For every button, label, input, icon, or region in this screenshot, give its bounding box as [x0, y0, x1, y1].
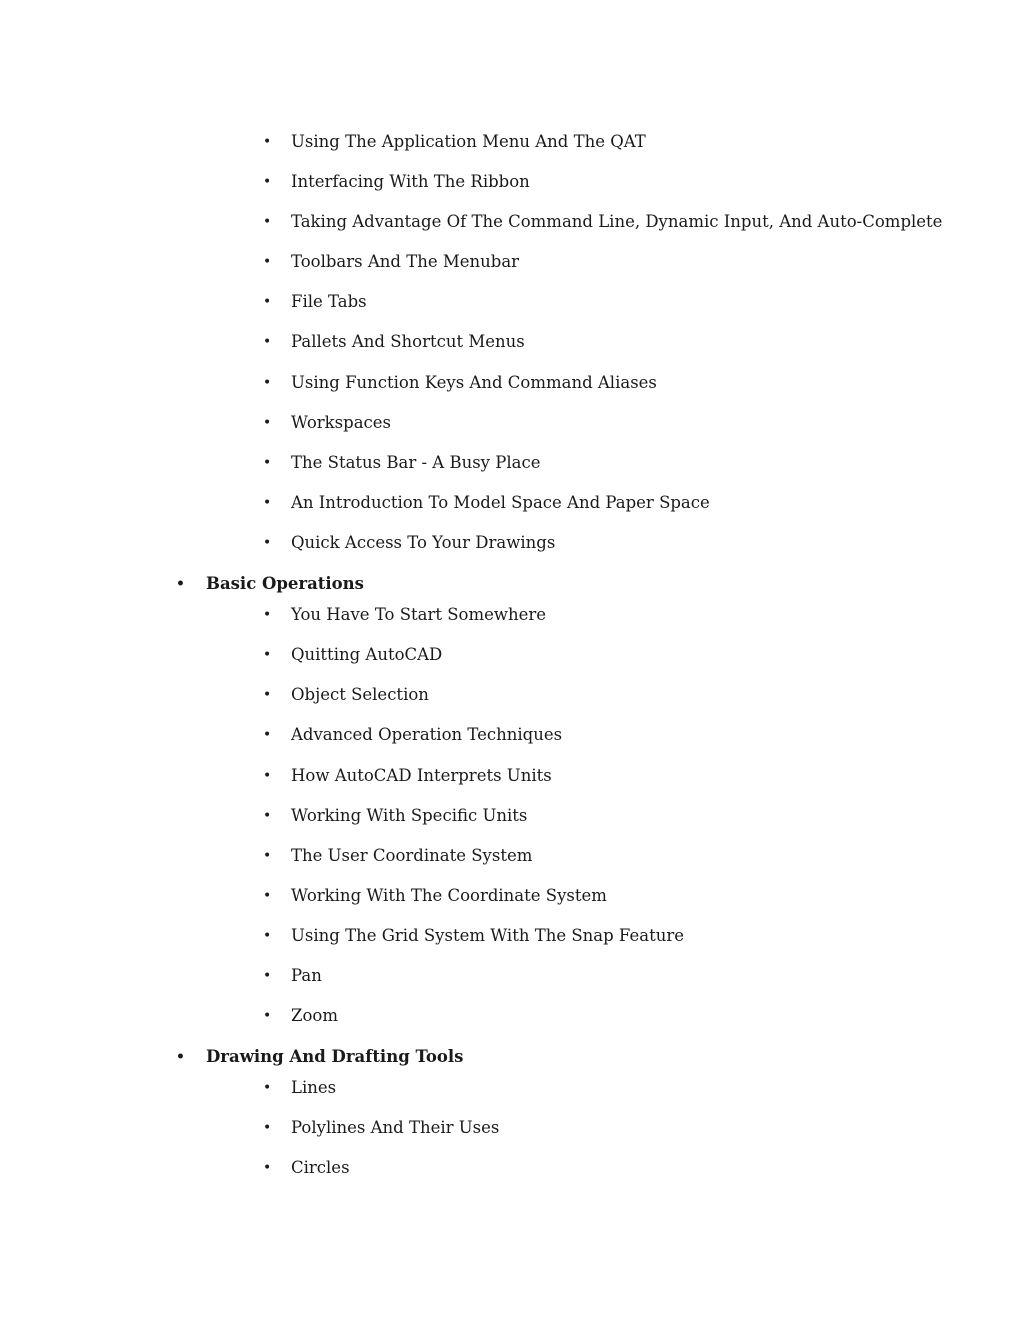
list-item-text: Pan [291, 966, 322, 985]
bullet-icon: • [263, 1008, 272, 1024]
list-item-text: An Introduction To Model Space And Paper Space [291, 493, 710, 512]
list-item [263, 846, 533, 866]
bullet-icon: • [263, 535, 272, 551]
list-item [263, 292, 367, 312]
bullet-icon: • [263, 1120, 272, 1136]
list-item [263, 252, 520, 272]
bullet-icon: • [263, 968, 272, 984]
list-item [263, 332, 525, 352]
list-item-text: Using The Grid System With The Snap Feature [291, 926, 684, 945]
list-item [263, 172, 530, 192]
list-item-text: Quitting AutoCAD [291, 645, 443, 664]
list-item [263, 766, 552, 786]
list-item [263, 212, 943, 232]
list-item [263, 132, 646, 152]
list-item [263, 966, 322, 986]
list-item-text: Workspaces [291, 413, 391, 432]
list-item [263, 373, 657, 393]
list-item [263, 926, 684, 946]
list-item-text: Object Selection [291, 685, 429, 704]
list-item-text: Using Function Keys And Command Aliases [291, 373, 657, 392]
section-heading-text: Drawing And Drafting Tools [206, 1047, 464, 1066]
list-item-text: Polylines And Their Uses [291, 1118, 500, 1137]
bullet-icon: • [263, 768, 272, 784]
bullet-icon: • [263, 808, 272, 824]
list-item [263, 1006, 338, 1026]
bullet-icon: • [263, 294, 272, 310]
section-heading [176, 574, 364, 594]
list-item-text: Zoom [291, 1006, 338, 1025]
bullet-icon: • [263, 1160, 272, 1176]
bullet-icon: • [263, 415, 272, 431]
bullet-icon: • [263, 687, 272, 703]
bullet-icon: • [176, 576, 185, 592]
bullet-icon: • [263, 848, 272, 864]
list-item [263, 413, 391, 433]
bullet-icon: • [263, 254, 272, 270]
list-item-text: Advanced Operation Techniques [291, 725, 563, 744]
section-heading [176, 1047, 464, 1067]
bullet-icon: • [263, 214, 272, 230]
bullet-icon: • [263, 1080, 272, 1096]
bullet-icon: • [176, 1049, 185, 1065]
list-item-text: Working With Specific Units [291, 806, 528, 825]
list-item-text: Taking Advantage Of The Command Line, Dynamic Input, And Auto-Complete [291, 212, 943, 231]
list-item [263, 1078, 337, 1098]
list-item [263, 685, 429, 705]
list-item [263, 493, 710, 513]
list-item-text: Quick Access To Your Drawings [291, 533, 556, 552]
section-heading-text: Basic Operations [206, 574, 364, 593]
list-item [263, 453, 541, 473]
list-item-text: You Have To Start Somewhere [291, 605, 547, 624]
list-item-text: File Tabs [291, 292, 367, 311]
bullet-icon: • [263, 134, 272, 150]
list-item [263, 605, 547, 625]
list-item-text: Using The Application Menu And The QAT [291, 132, 646, 151]
list-item [263, 806, 528, 826]
list-item-text: Interfacing With The Ribbon [291, 172, 530, 191]
bullet-icon: • [263, 888, 272, 904]
list-item-text: Circles [291, 1158, 350, 1177]
bullet-icon: • [263, 174, 272, 190]
bullet-icon: • [263, 607, 272, 623]
bullet-icon: • [263, 455, 272, 471]
list-item-text: The Status Bar - A Busy Place [291, 453, 541, 472]
list-item-text: Pallets And Shortcut Menus [291, 332, 525, 351]
bullet-icon: • [263, 928, 272, 944]
list-item [263, 645, 443, 665]
list-item [263, 533, 556, 553]
list-item [263, 1158, 350, 1178]
list-item [263, 725, 563, 745]
bullet-icon: • [263, 495, 272, 511]
bullet-icon: • [263, 647, 272, 663]
list-item [263, 886, 607, 906]
list-item-text: Working With The Coordinate System [291, 886, 607, 905]
list-item-text: How AutoCAD Interprets Units [291, 766, 552, 785]
list-item-text: Toolbars And The Menubar [291, 252, 520, 271]
list-item-text: Lines [291, 1078, 337, 1097]
list-item-text: The User Coordinate System [291, 846, 533, 865]
list-item [263, 1118, 500, 1138]
bullet-icon: • [263, 334, 272, 350]
bullet-icon: • [263, 727, 272, 743]
bullet-icon: • [263, 375, 272, 391]
